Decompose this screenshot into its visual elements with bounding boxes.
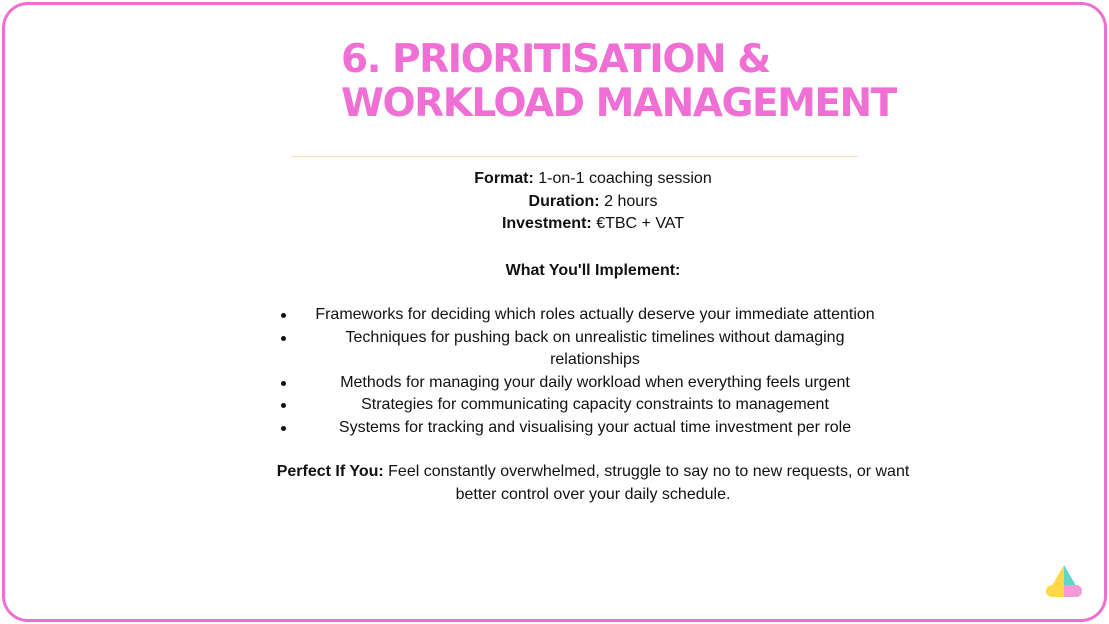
format-value: 1-on-1 coaching session	[538, 170, 712, 187]
duration-line	[267, 191, 919, 214]
list-item: Frameworks for deciding which roles actually deserve your immediate attention	[267, 304, 919, 327]
list-item: Systems for tracking and visualising your actual time investment per role	[267, 417, 919, 440]
list-item: Methods for managing your daily workload when everything feels urgent	[267, 372, 919, 395]
format-label: Format:	[474, 170, 534, 187]
investment-label: Investment:	[501, 215, 592, 232]
implement-list	[267, 304, 919, 439]
title-line-1: 6. PRIORITISATION &	[341, 37, 770, 82]
perfect-label: Perfect If You:	[276, 463, 384, 480]
session-details	[267, 168, 919, 506]
format-line	[267, 168, 919, 191]
perfect-text: Feel constantly overwhelmed, struggle to say no to new requests, or want better control over your daily schedule.	[388, 463, 910, 503]
duration-label: Duration:	[528, 192, 600, 210]
title-line-2: WORKLOAD MANAGEMENT	[341, 81, 896, 126]
perfect-if-you	[267, 461, 919, 506]
investment-line	[267, 213, 919, 236]
investment-value: €TBC + VAT	[596, 215, 685, 232]
list-item: Strategies for communicating capacity constraints to management	[267, 394, 919, 417]
title-divider	[291, 156, 858, 157]
list-item: Techniques for pushing back on unrealistic timelines without damaging relationships	[267, 327, 919, 372]
slide-title	[341, 38, 1041, 126]
triangle-logo-icon	[1044, 563, 1084, 599]
implement-heading: What You'll Implement:	[505, 261, 681, 279]
slide-frame	[2, 2, 1107, 622]
logo-base-pink-join	[1064, 585, 1070, 597]
duration-value: 2 hours	[604, 192, 658, 210]
